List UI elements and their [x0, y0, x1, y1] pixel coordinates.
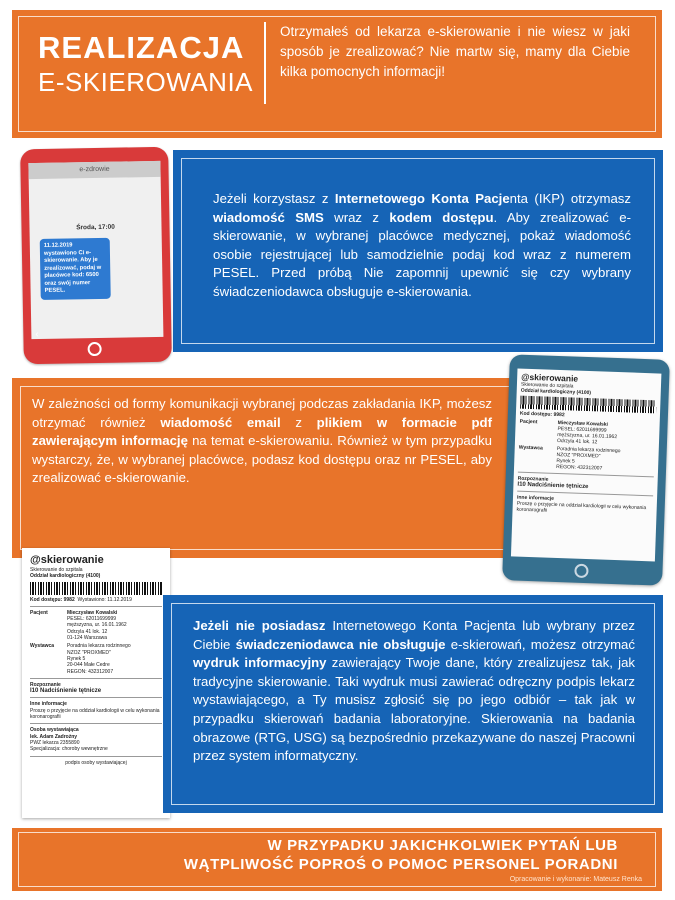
sms-section: [173, 150, 663, 352]
diagnosis: I10 Nadciśnienie tętnicze: [517, 481, 589, 491]
person-label: Osoba wystawiająca: [30, 727, 79, 734]
separator: [30, 606, 162, 607]
footer-banner: [12, 828, 662, 891]
phone-sms-illustration: [20, 147, 172, 365]
diagnosis: I10 Nadciśnienie tętnicze: [30, 688, 102, 695]
app-name: e-zdrowie: [28, 161, 160, 179]
referral-type: Skierowanie do szpitala: [520, 381, 574, 390]
header-divider: [264, 22, 266, 104]
barcode: [30, 582, 162, 595]
separator: [30, 723, 162, 724]
issuer-row: Wystawca Poradnia lekarza rodzinnego NZOZ "PROXMED" Rynek 5 REGON: 432312007: [518, 444, 621, 472]
sms-bubble: 11.12.2019 wystawiono Ci e-skierowanie. Aby je zrealizować, podaj w placówce kod: 6500 oraz swój numer PESEL.: [40, 238, 111, 300]
info-label: Inne informacje: [516, 494, 555, 502]
referral-department: Oddział kardiologiczny (4100): [30, 573, 101, 580]
credit-text: Opracowanie i wykonanie: Mateusz Renka: [509, 876, 642, 883]
code-row: Kod dostępu: 9982: [519, 410, 565, 419]
home-button-icon: [574, 564, 588, 578]
e-skierowanie-logo: @skierowanie: [30, 554, 104, 566]
issuer-row: Wystawca Poradnia lekarza rodzinnego NZOZ "PROXMED" Rynek 5 20-044 Małe Cedre REGON: 432312007: [30, 643, 131, 675]
back-icon: ‹: [35, 329, 39, 341]
code-row: Kod dostępu: 9982 Wystawiono: 11.12.2019: [30, 596, 132, 603]
person-name: lek. Adam Zadrożny: [30, 733, 78, 740]
footer-line-1: W PRZYPADKU JAKICHKOLWIEK PYTAŃ LUB: [267, 837, 618, 854]
sms-section-text: Jeżeli korzystasz z Internetowego Konta Pacjenta (IKP) otrzymasz wiadomość SMS wraz z kodem dostępu. Aby zrealizować e-skierowanie, w wybranej placówce medycznej, pokaż wiadomość osobie rejestrującej lub samodzielnie podaj kod wraz z numerem PESEL. Przed próbą Nie zapomnij upewnić się czy wybrany świadczeniodawca obsługuje e-skierowania.: [213, 191, 631, 299]
info-text: Proszę o przyjęcie na oddział kardiologii w celu wykonania koronarografii: [30, 707, 160, 721]
home-button-icon: [88, 342, 102, 356]
info-label: Inne informacje: [30, 701, 67, 708]
intro-text: Otrzymałeś od lekarza e-skierowanie i nie wiesz w jaki sposób je zrealizować? Nie martw się, mamy dla Ciebie kilka pomocnych informacji!: [280, 24, 630, 79]
page-title: REALIZACJA: [38, 30, 245, 65]
diagnosis-label: Rozpoznanie: [517, 475, 549, 483]
patient-row: Pacjent Mieczysław Kowalski PESEL: 62011699999 męższyzna, ur. 16.01.1962 Odrzyla 41 lok. 12: [519, 418, 618, 446]
page-subtitle: E-SKIEROWANIA: [38, 67, 254, 97]
phone-email-illustration: [502, 354, 670, 585]
email-section-text: W zależności od formy komunikacji wybranej podczas zakładania IKP, możesz otrzymać również wiadomość email z plikiem w formacie pdf zawierającym informację na temat e-skierowaniu. Również w tym przypadku wystarczy, że, w wybranej placówce, podasz kod dostępu oraz nr PESEL, aby zrealizować e-skierowanie.: [32, 396, 493, 486]
referral-type: Skierowanie do szpitala: [30, 567, 83, 573]
phone-screen-referral: [511, 369, 661, 562]
referral-printout: [22, 548, 170, 818]
referral-department: Oddział kardiologiczny (4100): [520, 387, 592, 397]
separator: [30, 697, 162, 698]
phone-screen: [28, 161, 163, 339]
printout-section: [163, 595, 663, 813]
printout-section-text: Jeżeli nie posiadasz Internetowego Konta Pacjenta lub wybrany przez Ciebie świadczeniodawca nie obsługuje e-skierowań, możesz otrzymać wydruk informacyjny zawierający Twoje dane, który zrealizujesz tak, jak tradycyjne skierowanie. Taki wydruk musi zawierać odręczny podpis lekarz wystawiającego, a Ty musisz zgłosić się po jego odbiór – tak jak w przypadku skierowań badania laboratoryjne. Skierowania na badania obrazowe (RTG, USG) są bezpośrednio przekazywane do naszej Pracowni przez system informatyczny.: [193, 618, 635, 764]
separator: [30, 678, 162, 679]
patient-row: Pacjent Mieczysław Kowalski PESEL: 62011699999 męższyzna, ur. 16.01.1962 Odrzyla 41 lok. 12 01-124 Warszawa: [30, 609, 127, 642]
sms-date: Środa, 17:00: [76, 223, 115, 232]
footer-line-2: WĄTPLIWOŚĆ POPROŚ O POMOC PERSONEL PORADNI: [183, 856, 618, 873]
signature-label: podpis osoby wystawiającej: [65, 759, 127, 766]
person-spec: Specjalizacja: choroby wewnętrzne: [30, 746, 108, 753]
info-text: Proszę o przyjęcie na oddział kardiologii w celu wykonania koronarografii: [516, 500, 647, 514]
e-skierowanie-logo: @skierowanie: [521, 371, 579, 384]
signature-line: [30, 756, 162, 757]
person-pwz: PWZ lekarza 2355890: [30, 739, 80, 746]
diagnosis-label: Rozpoznanie: [30, 681, 61, 688]
